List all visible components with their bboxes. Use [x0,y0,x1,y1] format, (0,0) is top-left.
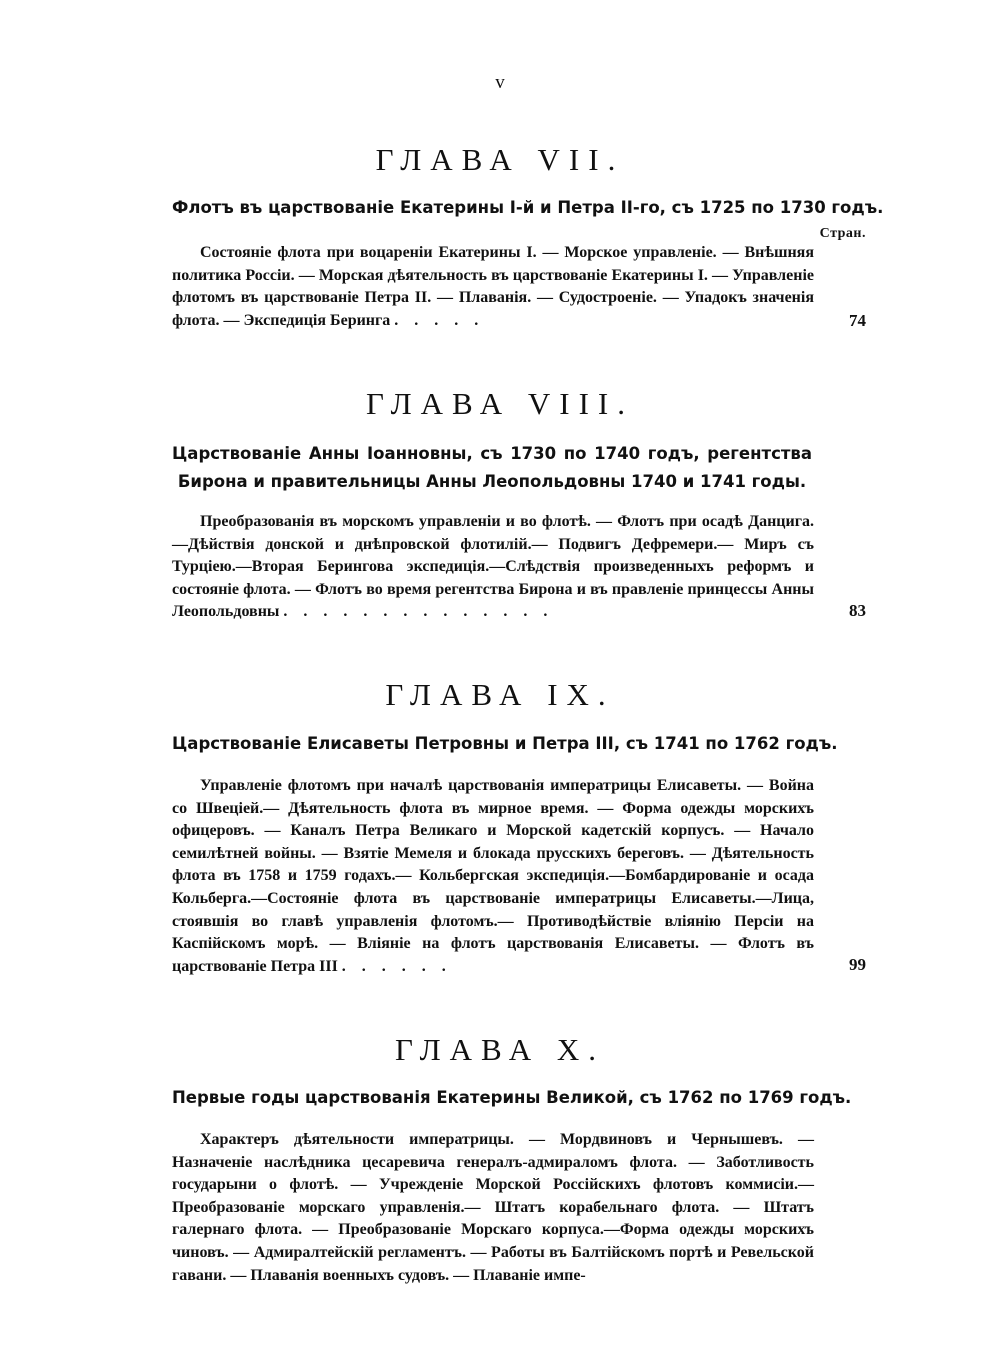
chapter-subtitle: Царствованіе Елисаветы Петровны и Петра III, съ 1741 по 1762 годъ. [172,734,838,753]
page-reference: 83 [849,601,866,620]
page-reference: 74 [849,311,866,330]
chapter-summary-text: Состояніе флота при воцареніи Екатерины I. — Морское управленіе. — Внѣшняя политика Россіи. — Морская дѣятельность въ царствованіе Екатерины I. — Управленіе флотомъ въ царствованіе Петра II. — Плаванія. — Судостроеніе. — Упадокъ значенія флота. — Экспедиція Беринга [172,244,814,329]
chapter-summary-text: Характеръ дѣятельности императрицы. — Мордвиновъ и Чернышевъ. — Назначеніе наслѣдника цесаревича генералъ-адмираломъ флота. — Заботливость государыни о флотѣ. — Учрежденіе Морской Россійскихъ флотовъ коммисіи.—Преобразованіе морскаго управленія.— Штатъ корабельнаго флота. — Штатъ галернаго флота. — Преобразованіе Морскаго корпуса.—Форма одежды морскихъ чиновъ. — Адмиралтейскій регламентъ. — Работы въ Балтійскомъ портѣ и Ревельской гавани. — Плаванія военныхъ судовъ. — Плаваніе импе- [172,1131,814,1284]
chapter-subtitle: Первые годы царствованія Екатерины Великой, съ 1762 по 1769 годъ. [172,1088,852,1107]
page-reference: 99 [849,955,866,974]
chapter-summary [172,511,814,624]
chapter-summary [172,242,814,332]
leader-dots: . . . . . . [341,957,452,975]
leader-dots: . . . . . [394,311,485,329]
chapter-heading: ГЛАВА X. [394,1032,605,1067]
page-column-label: Стран. [819,226,866,241]
chapter-subtitle: Флотъ въ царствованіе Екатерины I-й и Петра II-го, съ 1725 по 1730 годъ. [172,198,884,217]
leader-dots: . . . . . . . . . . . . . . [283,603,554,621]
chapter-subtitle: Царствованіе Анны Іоанновны, съ 1730 по 1740 годъ, регентства Бирона и правительницы Анны Леопольдовны 1740 и 1741 годы. [172,444,812,491]
chapter-summary-text: Преобразованія въ морскомъ управленіи и во флотѣ. — Флотъ при осадѣ Данцига.—Дѣйствія донской и днѣпровской флотилій.— Подвигъ Дефремери.— Миръ съ Турціею.—Вторая Берингова экспедиція.—Слѣдствія произведенныхъ реформъ и состояніе флота. — Флотъ во время регентства Бирона и въ правленіе принцессы Анны Леопольдовны [172,513,814,621]
chapter-summary-text: Управленіе флотомъ при началѣ царствованія императрицы Елисаветы. — Война со Швеціей.— Дѣятельность флота въ мирное время. — Форма одежды морскихъ офицеровъ. — Каналъ Петра Великаго и Морской кадетскій корпусъ. — Начало семилѣтней войны. — Взятіе Мемеля и блокада прусскихъ береговъ. — Дѣятельность флота въ 1758 и 1759 годахъ.— Кольбергская экспедиція.—Бомбардированіе и осада Кольберга.—Состояніе флота въ царствованіе императрицы Елисаветы.—Лица, стоявшія во главѣ управленія флотомъ.— Противодѣйствіе вліянію Персіи на Каспійскомъ морѣ. — Вліяніе на флотъ царствованія Елисаветы. — Флотъ въ царствованіе Петра III [172,777,814,975]
chapter-heading: ГЛАВА VII. [375,142,625,177]
page-number: v [495,72,505,93]
chapter-summary [172,775,814,978]
chapter-summary [172,1129,814,1287]
chapter-heading: ГЛАВА IX. [385,677,615,712]
chapter-heading: ГЛАВА VIII. [366,386,634,421]
